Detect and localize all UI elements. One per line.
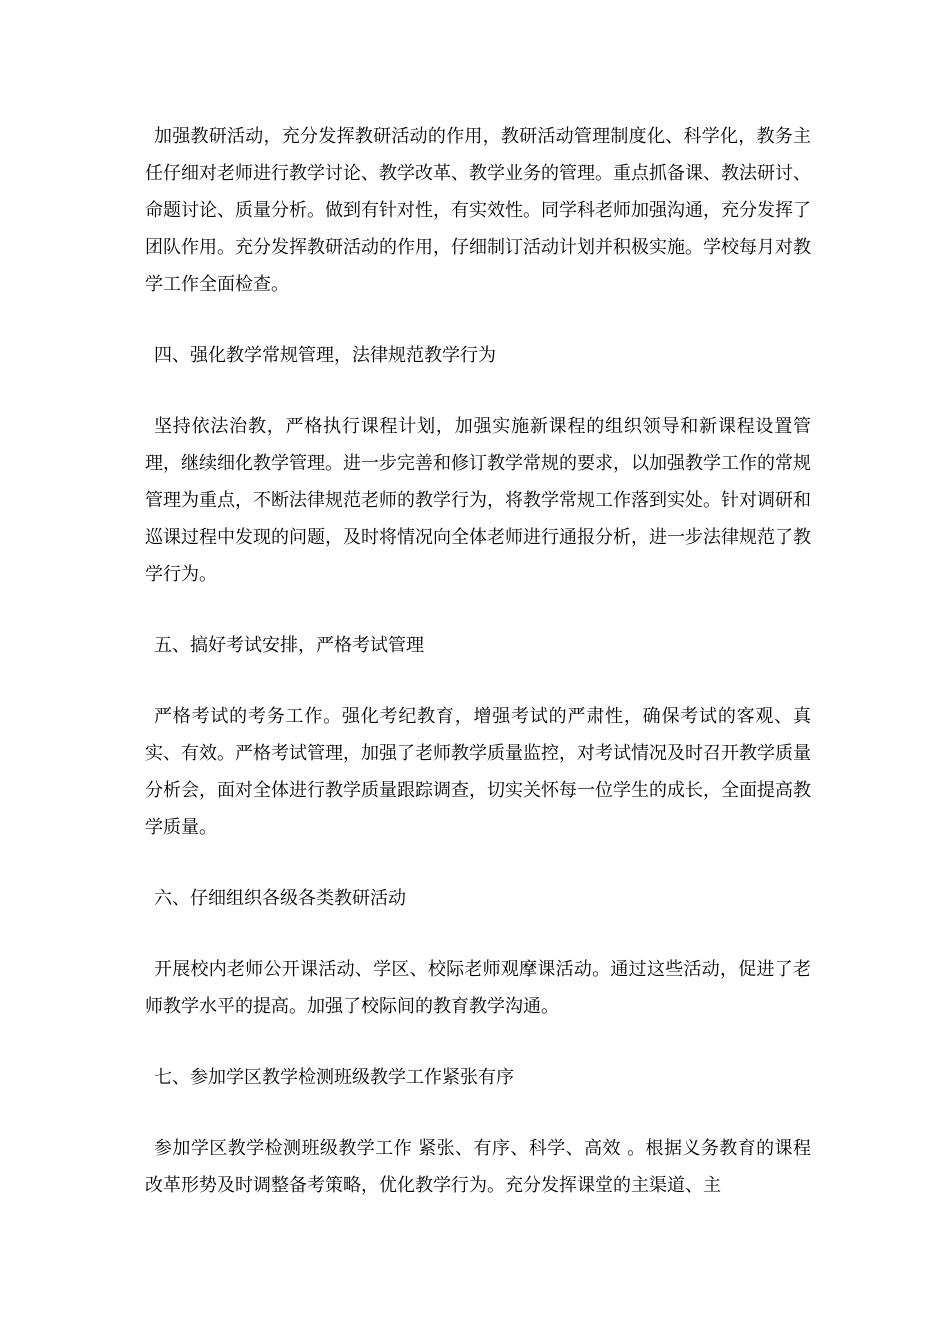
paragraph-open-lessons: 开展校内老师公开课活动、学区、校际老师观摩课活动。通过这些活动，促进了老师教学水平的提高。加强了校际间的教育教学沟通。: [145, 959, 811, 1017]
section-heading-5: 五、搞好考试安排，严格考试管理: [154, 635, 424, 656]
section-heading-6: 六、仔细组织各级各类教研活动: [154, 888, 406, 909]
paragraph-gap: [145, 593, 811, 627]
paragraph-gap: [145, 1025, 811, 1059]
paragraph-gap: [145, 846, 811, 880]
section-heading-7: 七、参加学区教学检测班级教学工作紧张有序: [154, 1067, 514, 1088]
paragraph-teaching-research: 加强教研活动，充分发挥教研活动的作用，教研活动管理制度化、科学化，教务主任仔细对老师进行教学讨论、教学改革、教学业务的管理。重点抓备课、教法研讨、命题讨论、质量分析。做到有针对性，有实效性。同学科老师加强沟通，充分发挥了团队作用。充分发挥教研活动的作用，仔细制订活动计划并积极实施。学校每月对教学工作全面检查。: [145, 126, 811, 295]
section-heading-4: 四、强化教学常规管理，法律规范教学行为: [154, 345, 496, 366]
document-page: [145, 118, 811, 1204]
paragraph-district-testing: 参加学区教学检测班级教学工作 紧张、有序、科学、高效 。根据义务教育的课程改革形势及时调整备考策略，优化教学行为。充分发挥课堂的主渠道、主: [145, 1138, 811, 1196]
paragraph-routine-management: 坚持依法治教，严格执行课程计划，加强实施新课程的组织领导和新课程设置管理，继续细化教学管理。进一步完善和修订教学常规的要求，以加强教学工作的常规管理为重点，不断法律规范老师的教学行为，将教学常规工作落到实处。针对调研和巡课过程中发现的问题，及时将情况向全体老师进行通报分析，进一步法律规范了教学行为。: [145, 416, 811, 585]
paragraph-gap: [145, 303, 811, 337]
paragraph-gap: [145, 374, 811, 408]
paragraph-gap: [145, 664, 811, 698]
paragraph-exam-management: 严格考试的考务工作。强化考纪教育，增强考试的严肃性，确保考试的客观、真实、有效。严格考试管理，加强了老师教学质量监控，对考试情况及时召开教学质量分析会，面对全体进行教学质量跟踪调查，切实关怀每一位学生的成长，全面提高教学质量。: [145, 706, 811, 838]
paragraph-gap: [145, 917, 811, 951]
paragraph-gap: [145, 1096, 811, 1130]
